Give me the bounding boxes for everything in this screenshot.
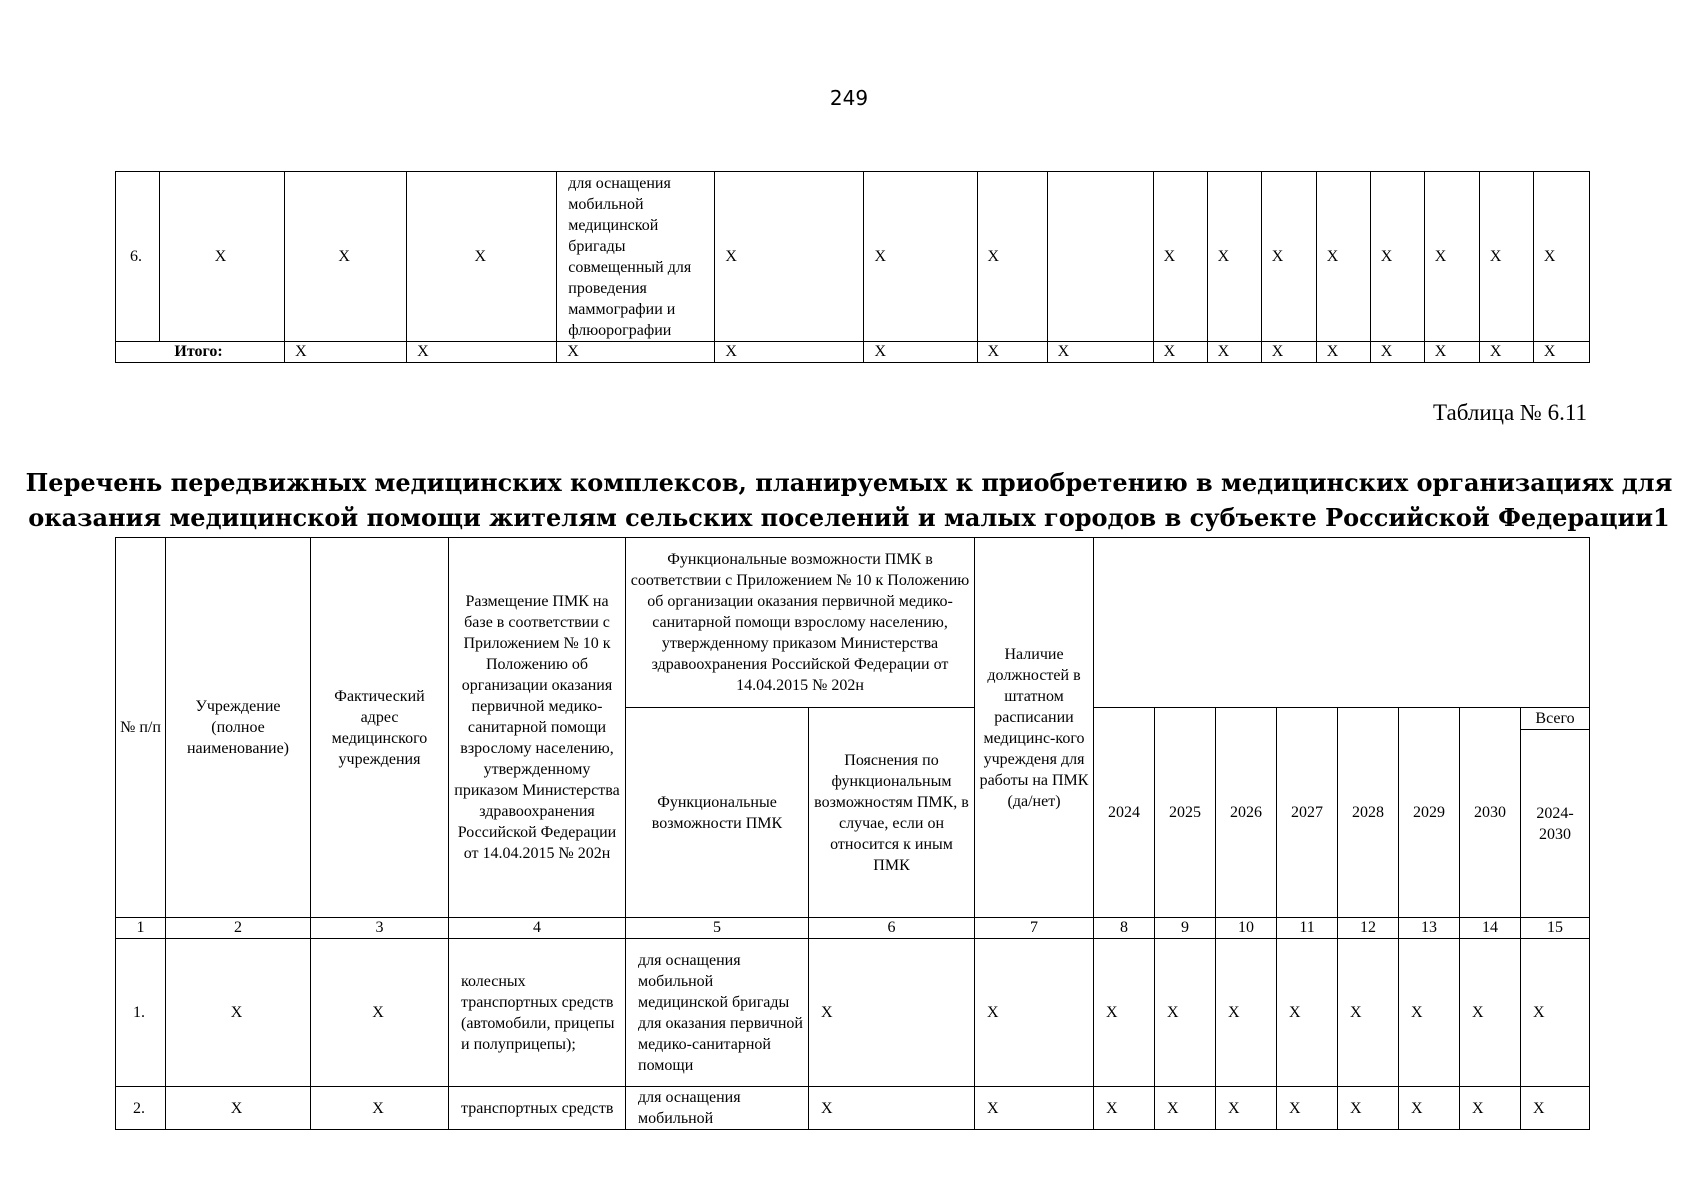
cell: X: [1479, 172, 1533, 342]
column-number: 2: [166, 918, 311, 939]
pmk-table: [115, 537, 1590, 1130]
header-year: 2028: [1338, 708, 1399, 918]
column-number: 8: [1094, 918, 1155, 939]
cell-year: X: [1521, 1087, 1590, 1130]
column-number: 11: [1277, 918, 1338, 939]
cell-year: X: [1216, 1087, 1277, 1130]
page-number: 249: [829, 86, 869, 110]
header-address: Фактический адрес медицинского учреждения: [311, 538, 449, 918]
cell: X: [1316, 342, 1370, 363]
cell: X: [407, 342, 557, 363]
row-num: 1.: [116, 939, 166, 1087]
cell-staff: X: [975, 1087, 1094, 1130]
cell-address: X: [311, 1087, 449, 1130]
header-row: [116, 538, 1590, 708]
cell-year: X: [1460, 939, 1521, 1087]
header-year: 2029: [1399, 708, 1460, 918]
cell: X: [1207, 172, 1261, 342]
cell: X: [1424, 342, 1479, 363]
header-functional: Функциональные возможности ПМК: [626, 708, 809, 918]
row-num: 2.: [116, 1087, 166, 1130]
column-number: 14: [1460, 918, 1521, 939]
header-year: 2026: [1216, 708, 1277, 918]
column-number: 15: [1521, 918, 1590, 939]
header-years-group: [1094, 538, 1590, 708]
cell-institution: X: [166, 939, 311, 1087]
cell: X: [1261, 342, 1316, 363]
column-number: 5: [626, 918, 809, 939]
cell-explanations: X: [809, 939, 975, 1087]
cell: X: [1424, 172, 1479, 342]
column-number: 9: [1155, 918, 1216, 939]
cell: X: [1370, 342, 1424, 363]
row-num: 6.: [116, 172, 160, 342]
table-title: Перечень передвижных медицинских комплексов, планируемых к приобретению в медицинских организациях для оказания медицинской помощи жителям сельских поселений и малых городов в субъекте Российской Федерации1: [25, 468, 1673, 532]
header-total: Всего: [1521, 708, 1590, 730]
table-row: [116, 1087, 1590, 1130]
cell: X: [1479, 342, 1533, 363]
cell: X: [285, 342, 407, 363]
header-institution: Учреждение (полное наименование): [166, 538, 311, 918]
column-number: 10: [1216, 918, 1277, 939]
header-num: № п/п: [116, 538, 166, 918]
header-placement: Размещение ПМК на базе в соответствии с Приложением № 10 к Положению об организации оказания первичной медико-санитарной помощи взрослому населению, утвержденному приказом Министерства здравоохранения Российской Федерации от 14.04.2015 № 202н: [449, 538, 626, 918]
cell-placement: колесных транспортных средств (автомобили, прицепы и полуприцепы);: [449, 939, 626, 1087]
cell: X: [1316, 172, 1370, 342]
cell-year: X: [1277, 1087, 1338, 1130]
column-numbers-row: [116, 918, 1590, 939]
table-label: Таблица № 6.11: [1433, 400, 1587, 425]
cell-year: X: [1338, 1087, 1399, 1130]
cell: X: [285, 172, 407, 342]
cell-year: X: [1155, 939, 1216, 1087]
cell: X: [1533, 172, 1589, 342]
header-year: 2030: [1460, 708, 1521, 918]
header-year: 2024: [1094, 708, 1155, 918]
cell-address: X: [311, 939, 449, 1087]
cell: [1047, 172, 1153, 342]
cell: X: [160, 172, 285, 342]
cell: X: [864, 172, 977, 342]
header-staff: Наличие должностей в штатном расписании медицинс-кого учрежденя для работы на ПМК (да/нет): [975, 538, 1094, 918]
cell-functional: для оснащения мобильной медицинской бригады для оказания первичной медико-санитарной помощи: [626, 939, 809, 1087]
cell-year: X: [1399, 939, 1460, 1087]
cell-year: X: [1521, 939, 1590, 1087]
column-number: 13: [1399, 918, 1460, 939]
cell: X: [1153, 172, 1207, 342]
cell: X: [864, 342, 977, 363]
cell: X: [977, 172, 1047, 342]
cell-institution: X: [166, 1087, 311, 1130]
cell-year: X: [1155, 1087, 1216, 1130]
column-number: 12: [1338, 918, 1399, 939]
cell-year: X: [1216, 939, 1277, 1087]
cell: X: [1370, 172, 1424, 342]
cell: X: [715, 172, 864, 342]
cell: X: [1207, 342, 1261, 363]
cell: X: [557, 342, 715, 363]
total-label: Итого:: [116, 342, 285, 363]
header-year: 2025: [1155, 708, 1216, 918]
column-number: 7: [975, 918, 1094, 939]
cell: X: [715, 342, 864, 363]
cell: X: [407, 172, 557, 342]
cell-year: X: [1460, 1087, 1521, 1130]
column-number: 1: [116, 918, 166, 939]
cell-staff: X: [975, 939, 1094, 1087]
cell: X: [1261, 172, 1316, 342]
cell: X: [1533, 342, 1589, 363]
column-number: 4: [449, 918, 626, 939]
cell-functional: для оснащения мобильной: [626, 1087, 809, 1130]
header-explanations: Пояснения по функциональным возможностям ПМК, в случае, если он относится к иным ПМК: [809, 708, 975, 918]
cell-year: X: [1399, 1087, 1460, 1130]
header-year: 2027: [1277, 708, 1338, 918]
column-number: 3: [311, 918, 449, 939]
table-row: [116, 939, 1590, 1087]
cell-year: X: [1277, 939, 1338, 1087]
cell-year: X: [1094, 1087, 1155, 1130]
cell-year: X: [1094, 939, 1155, 1087]
cell: X: [1153, 342, 1207, 363]
cell-placement: транспортных средств: [449, 1087, 626, 1130]
cell-functional: для оснащения мобильной медицинской бригады совмещенный для проведения маммографии и флюорографии: [557, 172, 715, 342]
header-functional-group: Функциональные возможности ПМК в соответствии с Приложением № 10 к Положению об организации оказания первичной медико-санитарной помощи взрослому населению, утвержденному приказом Министерства здравоохранения Российской Федерации от 14.04.2015 № 202н: [626, 538, 975, 708]
table-row: [116, 172, 1590, 342]
cell-year: X: [1338, 939, 1399, 1087]
header-total-range: 2024-2030: [1521, 730, 1590, 918]
cell: X: [1047, 342, 1153, 363]
continued-table: [115, 171, 1590, 363]
total-row: [116, 342, 1590, 363]
cell: X: [977, 342, 1047, 363]
column-number: 6: [809, 918, 975, 939]
cell-explanations: X: [809, 1087, 975, 1130]
